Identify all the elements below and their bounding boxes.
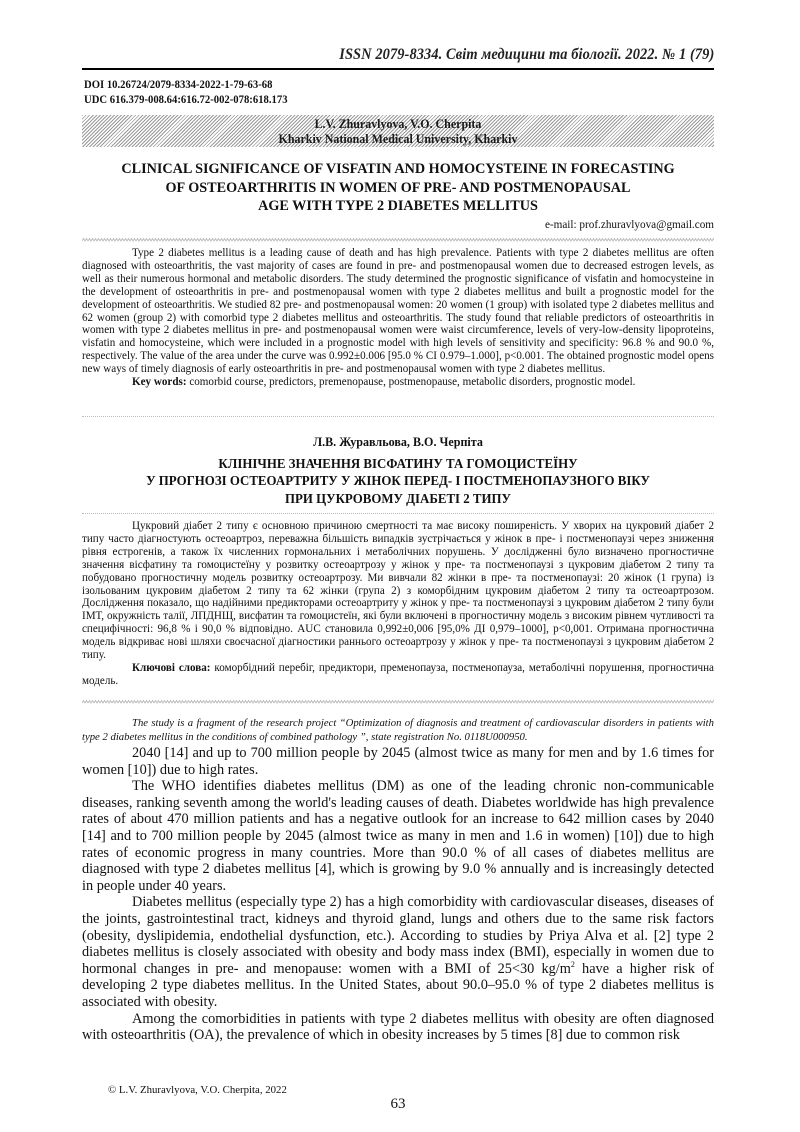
running-head: ISSN 2079-8334. Світ медицини та біології. 2022. № 1 (79) bbox=[338, 46, 714, 63]
keywords-en bbox=[82, 376, 714, 389]
author-affiliation-box bbox=[82, 115, 714, 147]
header-rule bbox=[82, 68, 714, 70]
abstract-text: Цукровий діабет 2 типу є основною причиною смертності та має високу поширеність. У хворих на цукровий діабет 2 типу часто діагностують остеоартроз, переважна більшість випадків зустрічається у жінок в пре- і постменопаузі через зниження рівня естрогенів, а також їх численних гормональних і метаболічних порушень. У дослідженні було визначено прогностичне значення вісфатину та гомоцистеїну у розвитку остеоартрозу у жінок у пре- та постменопаузі з цукровим діабетом 2 типу та побудовано прогностичну модель розвитку остеоартрозу. Ми вивчали 82 жінки в пре- та постменопаузі: 20 жінок (1 група) із ізольованим цукровим діабетом 2 типу та 62 жінки (група 2) з коморбідним цукровим діабетом 2 типу та остеоартрозом. Дослідження показало, що надійними предикторами остеоартриту у жінок у пре- та постменопаузі з цукровим діабетом 2 типу були ІМТ, окружність талії, ЛПДНЩ, висфатин та гомоцистеїн, які були включені в прогностичну модель з високим рівнем чутливості та специфічності: 96,8 % і 90,0 % відповідно. AUC становила 0,992±0,006 [95,0% ДІ 0,979–1000], p<0,001. Отримана прогностична модель відкриває нові шляхи своєчасної діагностики раннього остеоартрозу у жінок у пре- та постменопаузі з цукровим діабетом 2 типу. bbox=[82, 520, 714, 662]
keywords-list: коморбідний перебіг, предиктори, пременопауза, постменопауза, метаболічні порушення, прогностична модель. bbox=[82, 661, 714, 687]
article-body bbox=[82, 745, 714, 1044]
keywords-ua bbox=[82, 662, 714, 688]
page-number: 63 bbox=[390, 1096, 406, 1112]
body-text-segment: Diabetes mellitus (especially type 2) has a high comorbidity with cardiovascular diseases, diseases of the joints, gastrointestinal tract, kidneys and thyroid gland, lungs and others due to the same risk factors (obesity, dyslipidemia, endothelial dysfunction, etc.). According to studies by Priya Alva et al. [2] type 2 diabetes mellitus is closely associated with obesity and body mass index (BMI), especially in women due to hormonal changes in pre- and menopause: women with a BMI of 25<30 kg/m bbox=[82, 894, 714, 977]
body-paragraph bbox=[82, 894, 714, 1010]
keywords-label: Key words: bbox=[132, 376, 187, 389]
affiliation: Kharkiv National Medical University, Kharkiv bbox=[278, 131, 518, 146]
authors-en: L.V. Zhuravlyova, V.O. Cherpita bbox=[314, 116, 482, 131]
authors-ua: Л.В. Журавльова, В.О. Черпіта bbox=[313, 434, 483, 449]
keywords-list: comorbid course, predictors, premenopause, postmenopause, metabolic disorders, prognostic model. bbox=[186, 376, 636, 389]
superscript: 2 bbox=[570, 959, 575, 969]
dotted-divider bbox=[82, 416, 714, 417]
funding-text: The study is a fragment of the research project “Optimization of diagnosis and treatment of cardiovascular disorders in patients with type 2 diabetes mellitus in the conditions of combined pathology ”, state registration No. 0118U000950. bbox=[82, 717, 714, 743]
article-title-ua bbox=[107, 456, 688, 508]
abstract-ua bbox=[82, 520, 714, 688]
title-line: ПРИ ЦУКРОВОМУ ДІАБЕТІ 2 ТИПУ bbox=[284, 491, 512, 507]
contact-email: e-mail: prof.zhuravlyova@gmail.com bbox=[544, 219, 714, 231]
title-line: У ПРОГНОЗІ ОСТЕОАРТРИТУ У ЖІНОК ПЕРЕД- І ПОСТМЕНОПАУЗНОГО ВІКУ bbox=[146, 474, 650, 490]
identifiers bbox=[84, 77, 288, 107]
copyright: © L.V. Zhuravlyova, V.O. Cherpita, 2022 bbox=[108, 1084, 287, 1096]
title-line: КЛІНІЧНЕ ЗНАЧЕННЯ ВІСФАТИНУ ТА ГОМОЦИСТЕЇНУ bbox=[218, 457, 578, 472]
udc: UDC 616.379-008.64:616.72-002-078:618.173 bbox=[84, 93, 288, 106]
wavy-divider bbox=[82, 237, 714, 243]
abstract-en bbox=[82, 247, 714, 389]
dotted-divider bbox=[82, 513, 714, 514]
article-title-en bbox=[82, 160, 714, 216]
title-line: AGE WITH TYPE 2 DIABETES MELLITUS bbox=[258, 198, 538, 214]
body-paragraph: Among the comorbidities in patients with type 2 diabetes mellitus with obesity are often diagnosed with osteoarthritis (OA), the prevalence of which in obesity increases by 5 times [8] due to common risk bbox=[82, 1010, 714, 1044]
funding-note bbox=[82, 716, 714, 744]
title-line: OF OSTEOARTHRITIS IN WOMEN OF PRE- AND POSTMENOPAUSAL bbox=[165, 179, 631, 196]
wavy-divider bbox=[82, 699, 714, 705]
doi: DOI 10.26724/2079-8334-2022-1-79-63-68 bbox=[84, 78, 273, 91]
abstract-text: Type 2 diabetes mellitus is a leading cause of death and has high prevalence. Patients with type 2 diabetes mellitus are often diagnosed with osteoarthritis, the vast majority of cases are found in pre- and postmenopausal women due to decreased estrogen levels, as well as their numerous hormonal and metabolic disorders. The study determined the prognostic significance of visfatin and homocysteine in the development of osteoarthritis in pre- and postmenopausal women with type 2 diabetes mellitus and built a prognostic model for the development of osteoarthritis. We studied 82 pre- and postmenopausal women: 20 women (1 group) with isolated type 2 diabetes mellitus and 62 women (group 2) with comorbid type 2 diabetes mellitus and osteoarthritis. The study found that reliable predictors of osteoarthritis in women with type 2 diabetes mellitus in pre- and postmenopausal women were waist circumference, levels of very-low-density lipoproteins, visfatin and homocysteine, which were included in a prognostic model with high levels of sensitivity and specificity: 96.8 % and 90.0 %, respectively. The value of the area under the curve was 0.992±0.006 [95.0 % CI 0.979–1.000], p<0.001. The obtained prognostic model opens new ways of timely diagnosis of early osteoarthritis in pre- and postmenopausal women with type 2 diabetes mellitus. bbox=[82, 247, 714, 376]
title-line: CLINICAL SIGNIFICANCE OF VISFATIN AND HOMOCYSTEINE IN FORECASTING bbox=[121, 161, 675, 177]
body-paragraph: 2040 [14] and up to 700 million people by 2045 (almost twice as many for men and by 1.6 times for women [10]) due to high rates. bbox=[82, 745, 714, 778]
body-paragraph: The WHO identifies diabetes mellitus (DM) as one of the leading chronic non-communicable diseases, ranking seventh among the world's leading causes of death. Diabetes worldwide has high prevalence rates of about 470 million patients and has a negative outlook for an increase to 642 million cases by 2040 [14] and to 700 million people by 2045 (almost twice as many in men and 1.6 in women) [10]) due to high rates of economic progress in many countries. More than 90.0 % of all cases of diabetes mellitus are diagnosed with type 2 diabetes mellitus [4], which is growing by 9.0 % annually and is increasingly detected in people under 40 years. bbox=[82, 778, 714, 894]
body-text-segment: have a higher risk of developing 2 type diabetes mellitus. In the United States, about 90.0–95.0 % of type 2 diabetes mellitus is associated with obesity. bbox=[82, 960, 714, 1010]
keywords-label: Ключові слова: bbox=[132, 661, 211, 674]
